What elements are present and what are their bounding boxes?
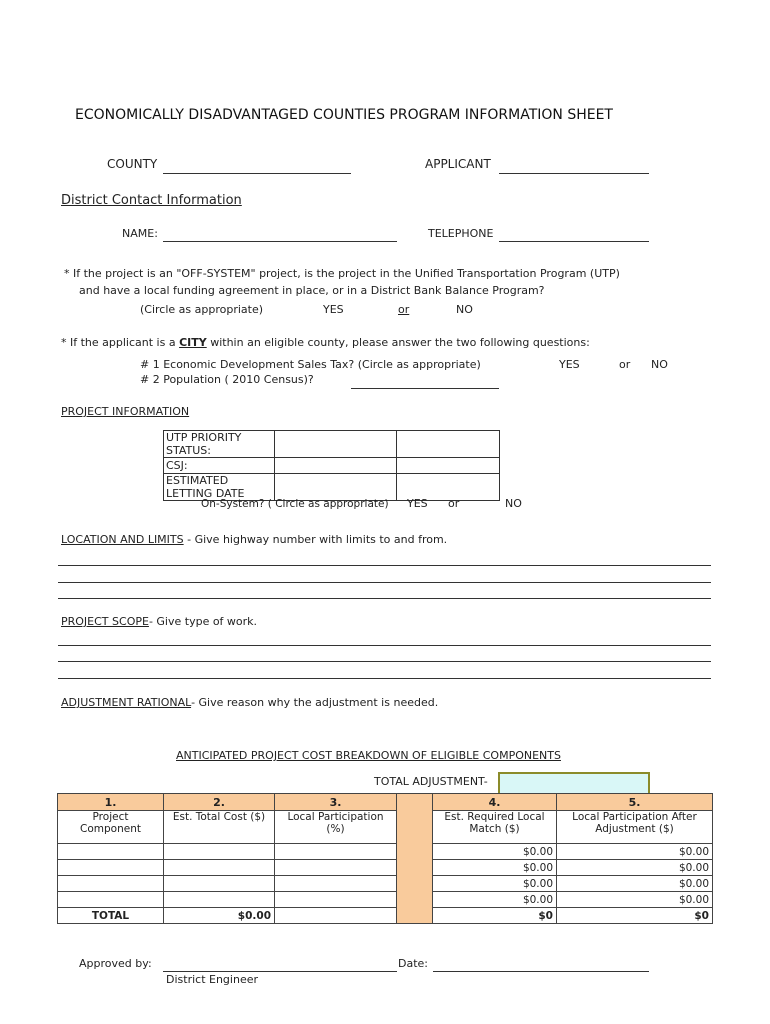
total-local-match: $0	[433, 908, 557, 924]
participation-cell[interactable]	[275, 860, 397, 876]
project-info-middle-cell[interactable]	[275, 458, 397, 474]
applicant-label: APPLICANT	[425, 157, 491, 171]
component-cell[interactable]	[58, 876, 164, 892]
column-number: 5.	[557, 794, 713, 811]
city-q1: # 1 Economic Development Sales Tax? (Circle as appropriate)	[140, 358, 481, 371]
table-row	[164, 458, 500, 474]
participation-cell[interactable]	[275, 844, 397, 860]
name-field[interactable]	[163, 241, 397, 242]
cost-breakdown-table	[57, 793, 713, 924]
after-adjustment-cell: $0.00	[557, 892, 713, 908]
column-label: Local Participation After Adjustment ($)	[557, 811, 713, 844]
onsystem-question: On-System? ( Circle as appropriate)	[201, 498, 389, 510]
participation-cell[interactable]	[275, 892, 397, 908]
onsystem-yes-option[interactable]: YES	[407, 497, 428, 510]
column-number: 3.	[275, 794, 397, 811]
population-field[interactable]	[351, 388, 499, 389]
location-section	[61, 533, 447, 546]
offsystem-question-line2: and have a local funding agreement in place, or in a District Bank Balance Program?	[79, 284, 545, 297]
total-participation-cell	[275, 908, 397, 924]
table-row	[58, 844, 713, 860]
project-info-label: UTP PRIORITY STATUS:	[164, 431, 275, 458]
telephone-label: TELEPHONE	[428, 227, 494, 240]
column-number: 2.	[164, 794, 275, 811]
table-total-row	[58, 908, 713, 924]
page-title: ECONOMICALLY DISADVANTAGED COUNTIES PROGRAM INFORMATION SHEET	[75, 107, 613, 123]
city-q1-or: or	[619, 358, 631, 371]
total-adjustment-label: TOTAL ADJUSTMENT-	[374, 775, 488, 788]
scope-heading: PROJECT SCOPE	[61, 615, 149, 628]
spacer-column	[397, 794, 433, 924]
county-label: COUNTY	[107, 157, 158, 171]
column-label: Local Participation (%)	[275, 811, 397, 844]
component-cell[interactable]	[58, 844, 164, 860]
total-cost-cell[interactable]	[164, 844, 275, 860]
after-adjustment-cell: $0.00	[557, 844, 713, 860]
total-label: TOTAL	[58, 908, 164, 924]
after-adjustment-cell: $0.00	[557, 860, 713, 876]
location-heading: LOCATION AND LIMITS	[61, 533, 184, 546]
component-cell[interactable]	[58, 892, 164, 908]
adjustment-heading: ADJUSTMENT RATIONAL	[61, 696, 192, 709]
telephone-field[interactable]	[499, 241, 649, 242]
offsystem-question-line1: * If the project is an "OFF-SYSTEM" project, is the project in the Unified Transportation Program (UTP)	[64, 267, 620, 280]
after-adjustment-cell: $0.00	[557, 876, 713, 892]
project-info-value-cell[interactable]	[397, 431, 500, 458]
participation-cell[interactable]	[275, 876, 397, 892]
table-subheader-row	[58, 811, 713, 844]
total-cost-sum: $0.00	[164, 908, 275, 924]
city-word: CITY	[179, 336, 207, 349]
total-cost-cell[interactable]	[164, 892, 275, 908]
project-info-label: CSJ:	[164, 458, 275, 474]
date-field[interactable]	[433, 971, 649, 972]
table-row	[164, 431, 500, 458]
component-cell[interactable]	[58, 860, 164, 876]
scope-line[interactable]	[58, 678, 711, 679]
scope-line[interactable]	[58, 645, 711, 646]
offsystem-yes-option[interactable]: YES	[323, 303, 344, 316]
project-info-middle-cell[interactable]	[275, 474, 397, 501]
approved-by-field[interactable]	[163, 971, 397, 972]
column-label: Project Component	[58, 811, 164, 844]
location-line[interactable]	[58, 565, 711, 566]
city-question	[61, 336, 590, 349]
project-info-label: ESTIMATED LETTING DATE	[164, 474, 275, 501]
location-line[interactable]	[58, 598, 711, 599]
city-q1-no-option[interactable]: NO	[651, 358, 668, 371]
offsystem-circle-note: (Circle as appropriate)	[140, 303, 264, 316]
adjustment-instruction: - Give reason why the adjustment is needed.	[191, 696, 439, 709]
column-label: Est. Required Local Match ($)	[433, 811, 557, 844]
district-engineer-label: District Engineer	[166, 973, 258, 986]
column-number: 1.	[58, 794, 164, 811]
project-info-value-cell[interactable]	[397, 458, 500, 474]
table-header-row	[58, 794, 713, 811]
table-row	[58, 876, 713, 892]
table-row	[58, 892, 713, 908]
scope-line[interactable]	[58, 661, 711, 662]
column-number: 4.	[433, 794, 557, 811]
offsystem-no-option[interactable]: NO	[456, 303, 473, 316]
date-label: Date:	[398, 957, 428, 970]
adjustment-section	[61, 696, 438, 709]
onsystem-no-option[interactable]: NO	[505, 497, 522, 510]
city-q1-yes-option[interactable]: YES	[559, 358, 580, 371]
approved-by-label: Approved by:	[79, 957, 152, 970]
county-field[interactable]	[163, 173, 351, 174]
location-line[interactable]	[58, 582, 711, 583]
city-q2: # 2 Population ( 2010 Census)?	[140, 373, 314, 386]
local-match-cell: $0.00	[433, 860, 557, 876]
project-info-heading: PROJECT INFORMATION	[61, 405, 190, 418]
name-label: NAME:	[122, 227, 158, 240]
local-match-cell: $0.00	[433, 844, 557, 860]
location-instruction: - Give highway number with limits to and from.	[183, 533, 448, 546]
project-info-middle-cell[interactable]	[275, 431, 397, 458]
city-question-suffix: within an eligible county, please answer the two following questions:	[206, 336, 590, 349]
project-info-table	[163, 430, 500, 501]
total-cost-cell[interactable]	[164, 876, 275, 892]
table-row	[58, 860, 713, 876]
scope-instruction: - Give type of work.	[148, 615, 258, 628]
local-match-cell: $0.00	[433, 876, 557, 892]
breakdown-heading: ANTICIPATED PROJECT COST BREAKDOWN OF ELIGIBLE COMPONENTS	[176, 749, 561, 762]
offsystem-or: or	[398, 303, 410, 316]
local-match-cell: $0.00	[433, 892, 557, 908]
onsystem-or: or	[448, 497, 460, 510]
district-contact-heading: District Contact Information	[61, 193, 242, 208]
column-label: Est. Total Cost ($)	[164, 811, 275, 844]
total-cost-cell[interactable]	[164, 860, 275, 876]
scope-section	[61, 615, 257, 628]
total-after-adjustment: $0	[557, 908, 713, 924]
applicant-field[interactable]	[499, 173, 649, 174]
city-question-prefix: * If the applicant is a	[61, 336, 180, 349]
